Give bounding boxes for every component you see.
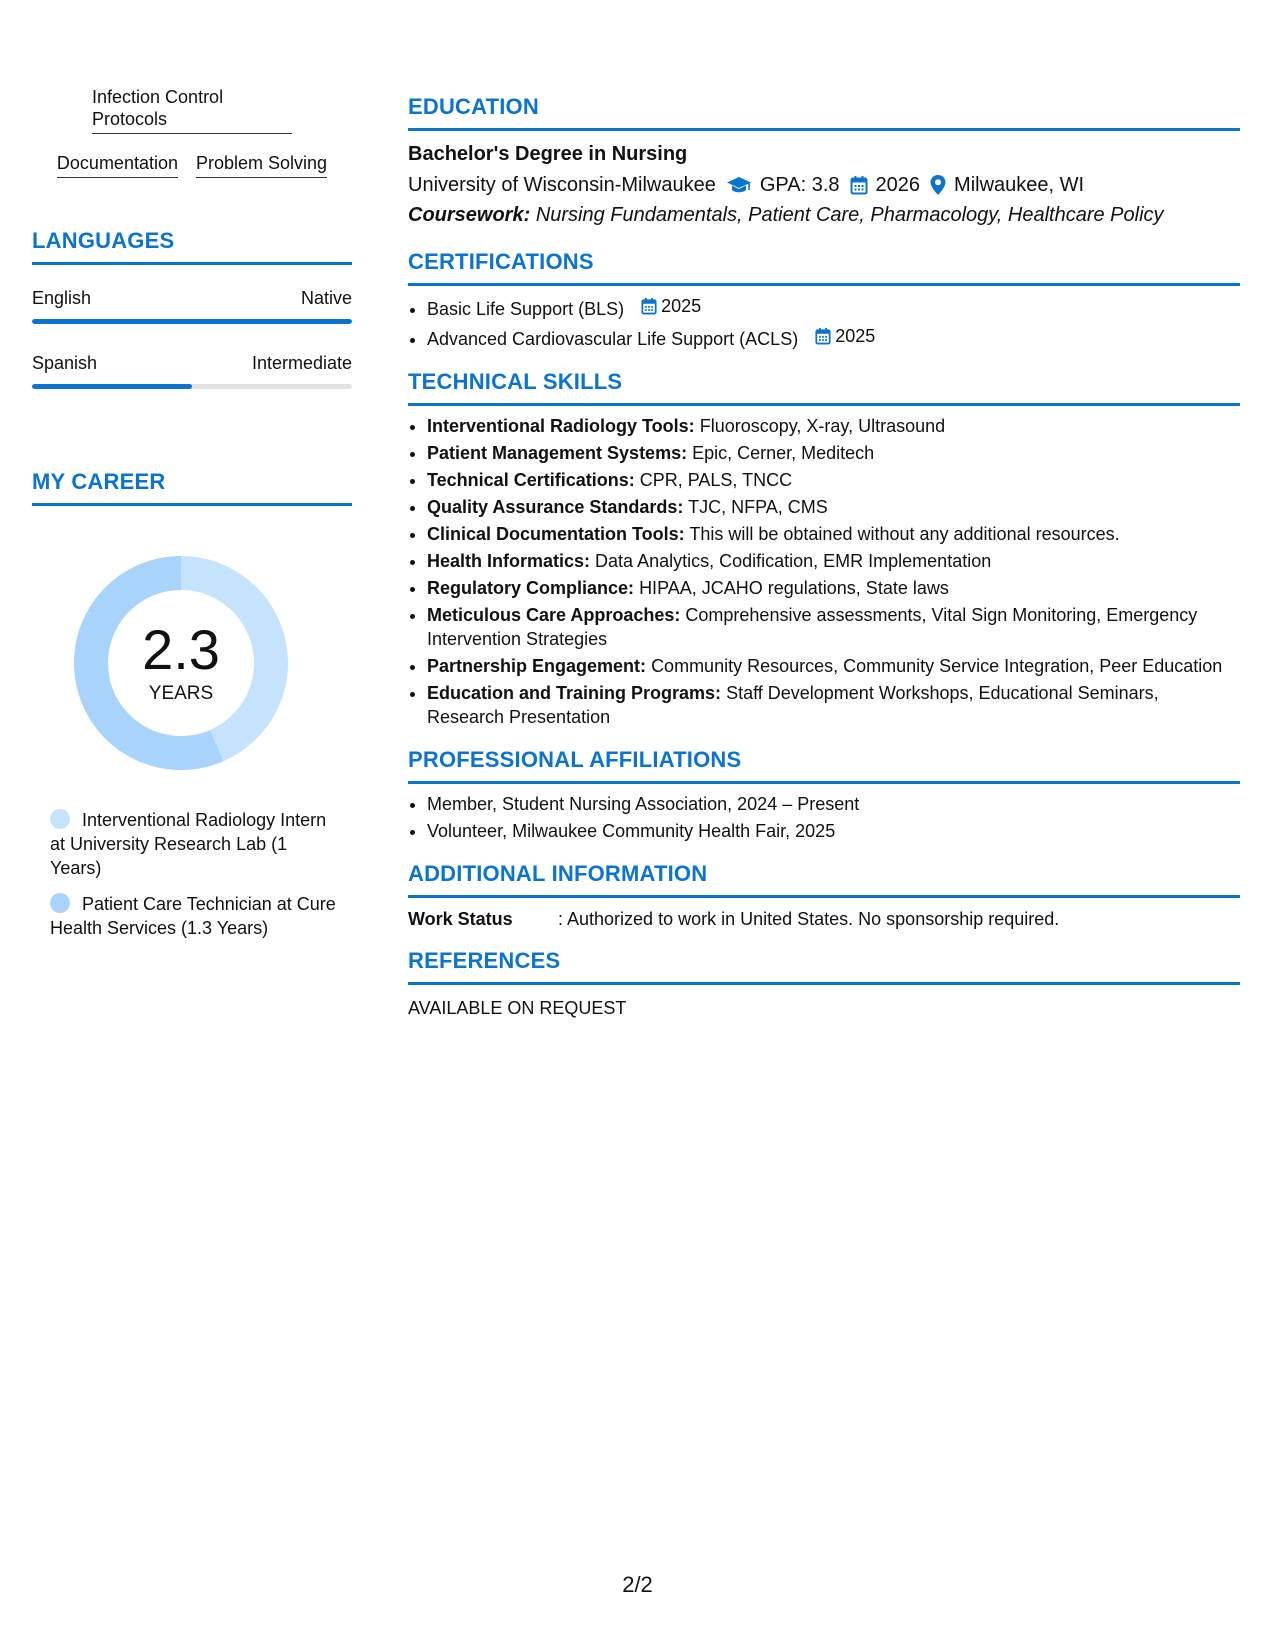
language-level: Native (300, 288, 352, 308)
skill-value: This will be obtained without any additional resources. (689, 524, 1120, 544)
technical-skills-heading: TECHNICAL SKILLS (408, 369, 1240, 406)
coursework-label: Coursework: (408, 204, 531, 226)
coursework-list: Nursing Fundamentals, Patient Care, Pharmacology, Healthcare Policy (535, 204, 1164, 226)
skill-label: Partnership Engagement: (427, 656, 647, 676)
technical-skill-item (427, 495, 1240, 519)
skill-label: Education and Training Programs: (427, 683, 722, 703)
certification-item (427, 294, 1240, 321)
work-status-label: Work Status (408, 909, 513, 929)
language-level: Intermediate (251, 353, 352, 373)
education-heading: EDUCATION (408, 94, 1240, 131)
location-pin-icon (930, 175, 946, 195)
career-legend-label: Patient Care Technician at Cure Health Services (1.3 Years) (50, 894, 336, 938)
language-proficiency-bar (32, 384, 352, 389)
skill-label: Clinical Documentation Tools: (427, 524, 685, 544)
skill-label: Health Informatics: (427, 551, 591, 571)
skill-value: Staff Development Workshops, Educational Seminars, Research Presentation (427, 683, 1159, 727)
certification-year: 2025 (835, 326, 876, 346)
technical-skill-item (427, 576, 1240, 600)
skill-label: Technical Certifications: (427, 470, 635, 490)
skill-value: HIPAA, JCAHO regulations, State laws (639, 578, 949, 598)
gpa: GPA: 3.8 (759, 174, 840, 196)
skill-value: Community Resources, Community Service Integration, Peer Education (651, 656, 1223, 676)
skill-label: Patient Management Systems: (427, 443, 688, 463)
certifications-list (408, 294, 1240, 351)
calendar-icon (815, 327, 831, 345)
certification-name: Basic Life Support (BLS) (427, 299, 625, 319)
skill-tag: Problem Solving (196, 152, 327, 178)
career-legend-item (50, 892, 340, 940)
legend-dot-icon (50, 809, 70, 829)
right-column (408, 94, 1240, 1019)
calendar-icon (641, 297, 657, 315)
technical-skill-item (427, 441, 1240, 465)
references-text: AVAILABLE ON REQUEST (408, 998, 627, 1018)
graduation-year: 2026 (875, 174, 921, 196)
skill-label: Meticulous Care Approaches: (427, 605, 681, 625)
career-legend (32, 808, 340, 940)
technical-skill-item (427, 681, 1240, 729)
technical-skills-list (408, 414, 1240, 729)
legend-dot-icon (50, 893, 70, 913)
certification-year: 2025 (661, 296, 702, 316)
language-item (32, 287, 352, 324)
skills-tags (32, 86, 352, 178)
languages-heading: LANGUAGES (32, 228, 352, 265)
work-status-row (408, 908, 1240, 930)
career-legend-label: Interventional Radiology Intern at University Research Lab (1 Years) (50, 810, 327, 878)
career-total-unit: YEARS (148, 683, 214, 704)
skill-label: Interventional Radiology Tools: (427, 416, 695, 436)
skill-value: Comprehensive assessments, Vital Sign Monitoring, Emergency Intervention Strategies (427, 605, 1198, 649)
skill-tag: Infection Control Protocols (92, 86, 292, 134)
coursework (408, 201, 1240, 229)
language-name: Spanish (32, 353, 98, 373)
affiliation-item: • Volunteer, Milwaukee Community Health Fair, 2025 (427, 819, 1240, 843)
degree-title: Bachelor's Degree in Nursing (408, 143, 688, 165)
skill-value: Data Analytics, Codification, EMR Implementation (595, 551, 992, 571)
work-status-value: : Authorized to work in United States. No sponsorship required. (558, 909, 1060, 929)
affiliations-list (408, 792, 1240, 843)
skill-value: Epic, Cerner, Meditech (692, 443, 875, 463)
donut-center (66, 548, 296, 778)
technical-skill-item (427, 468, 1240, 492)
certifications-heading: CERTIFICATIONS (408, 249, 1240, 286)
technical-skill-item (427, 654, 1240, 678)
technical-skill-item (427, 414, 1240, 438)
career-legend-item (50, 808, 340, 880)
skill-value: TJC, NFPA, CMS (688, 497, 828, 517)
graduation-cap-icon (726, 175, 752, 195)
language-item (32, 352, 352, 389)
career-donut-chart (66, 548, 296, 778)
language-proficiency-bar (32, 319, 352, 324)
language-proficiency-fill (32, 384, 192, 389)
calendar-icon (850, 175, 868, 195)
technical-skill-item (427, 549, 1240, 573)
school-location: Milwaukee, WI (954, 174, 1085, 196)
skill-tag: Documentation (57, 152, 178, 178)
language-name: English (32, 288, 92, 308)
affiliations-heading: PROFESSIONAL AFFILIATIONS (408, 747, 1240, 784)
affiliation-item: • Member, Student Nursing Association, 2024 – Present (427, 792, 1240, 816)
left-column (32, 86, 352, 952)
career-heading: MY CAREER (32, 469, 352, 506)
page-number: 2/2 (622, 1572, 653, 1597)
technical-skill-item (427, 522, 1240, 546)
education-details (408, 171, 1240, 199)
skill-label: Regulatory Compliance: (427, 578, 635, 598)
skill-label: Quality Assurance Standards: (427, 497, 684, 517)
references-heading: REFERENCES (408, 948, 1240, 985)
skill-value: CPR, PALS, TNCC (639, 470, 793, 490)
language-proficiency-fill (32, 319, 352, 324)
technical-skill-item (427, 603, 1240, 651)
skill-value: Fluoroscopy, X-ray, Ultrasound (699, 416, 946, 436)
career-total-years: 2.3 (142, 618, 220, 681)
certification-name: Advanced Cardiovascular Life Support (ACLS) (427, 329, 799, 349)
school-name: University of Wisconsin-Milwaukee (408, 174, 716, 196)
certification-item (427, 324, 1240, 351)
additional-info-heading: ADDITIONAL INFORMATION (408, 861, 1240, 898)
